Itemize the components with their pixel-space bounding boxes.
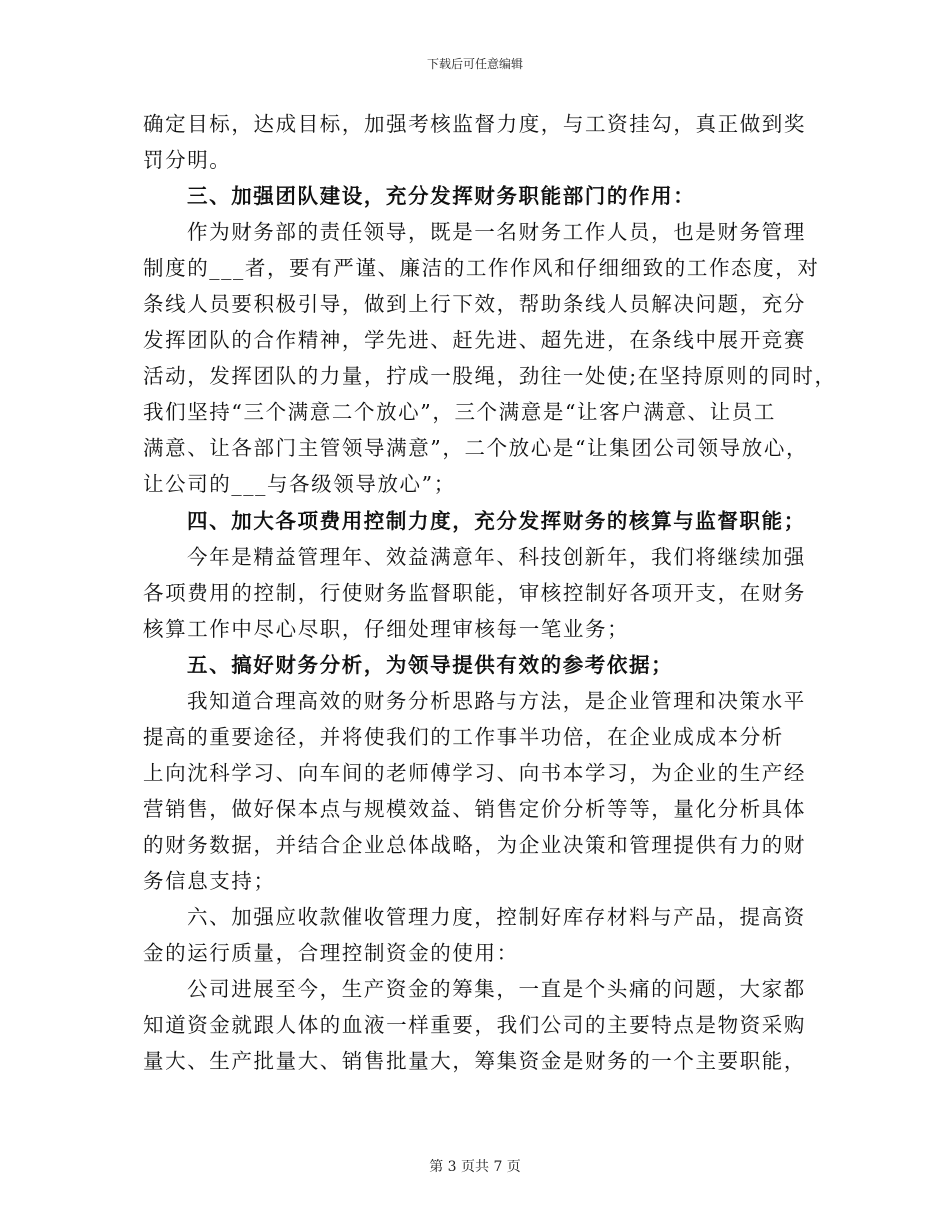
- paragraph-line: 六、加强应收款催收管理力度，控制好库存材料与产品，提高资: [187, 905, 806, 930]
- page-footer: 第 3 页共 7 页: [429, 1159, 521, 1175]
- paragraph-line: 核算工作中尽心尽职，仔细处理审核每一笔业务；: [143, 616, 630, 641]
- paragraph-line: 知道资金就跟人体的血液一样重要，我们公司的主要特点是物资采购: [143, 1013, 806, 1038]
- paragraph-line: 营销售，做好保本点与规模效益、销售定价分析等等，量化分析具体: [143, 796, 806, 821]
- paragraph-line: 今年是精益管理年、效益满意年、科技创新年，我们将继续加强: [187, 544, 806, 569]
- paragraph-line: 活动，发挥团队的力量，拧成一股绳，劲往一处使;在坚持原则的同时，: [143, 364, 837, 389]
- paragraph-line: 满意、让各部门主管领导满意”，二个放心是“让集团公司领导放心，: [143, 436, 809, 461]
- paragraph-line: 条线人员要积极引导，做到上行下效，帮助条线人员解决问题，充分: [143, 292, 806, 317]
- section-heading-line: 四、加大各项费用控制力度，充分发挥财务的核算与监督职能；: [187, 508, 806, 533]
- paragraph-line: 的财务数据，并结合企业总体战略，为企业决策和管理提供有力的财: [143, 832, 806, 857]
- paragraph-line: 罚分明。: [143, 148, 232, 173]
- paragraph-line: 提高的重要途径，并将使我们的工作事半功倍，在企业成成本分析: [143, 724, 784, 749]
- document-body: [143, 106, 837, 1079]
- paragraph-line: 我们坚持“三个满意二个放心”，三个满意是“让客户满意、让员工: [143, 400, 776, 425]
- paragraph-line: 各项费用的控制，行使财务监督职能，审核控制好各项开支，在财务: [143, 580, 806, 605]
- paragraph-line: 上向沈科学习、向车间的老师傅学习、向书本学习，为企业的生产经: [143, 760, 806, 785]
- paragraph-line: 确定目标，达成目标，加强考核监督力度，与工资挂勾，真正做到奖: [143, 112, 806, 136]
- section-heading-line: 五、搞好财务分析，为领导提供有效的参考依据；: [187, 652, 674, 677]
- paragraph-line: 量大、生产批量大、销售批量大，筹集资金是财务的一个主要职能，: [143, 1049, 806, 1074]
- section-heading-line: 三、加强团队建设，充分发挥财务职能部门的作用：: [187, 184, 696, 209]
- page-header: 下载后可任意编辑: [426, 57, 523, 71]
- paragraph-line: 务信息支持；: [143, 868, 276, 893]
- paragraph-line: 我知道合理高效的财务分析思路与方法，是企业管理和决策水平: [187, 688, 806, 713]
- paragraph-line: 金的运行质量，合理控制资金的使用：: [143, 941, 519, 966]
- paragraph-line: 制度的___者，要有严谨、廉洁的工作作风和仔细细致的工作态度，对: [143, 256, 820, 281]
- paragraph-line: 公司进展至今，生产资金的筹集，一直是个头痛的问题，大家都: [187, 977, 806, 1002]
- paragraph-line: 让公司的___与各级领导放心”；: [143, 472, 456, 497]
- paragraph-line: 作为财务部的责任领导，既是一名财务工作人员，也是财务管理: [187, 220, 806, 245]
- paragraph-line: 发挥团队的合作精神，学先进、赶先进、超先进，在条线中展开竞赛: [143, 328, 806, 353]
